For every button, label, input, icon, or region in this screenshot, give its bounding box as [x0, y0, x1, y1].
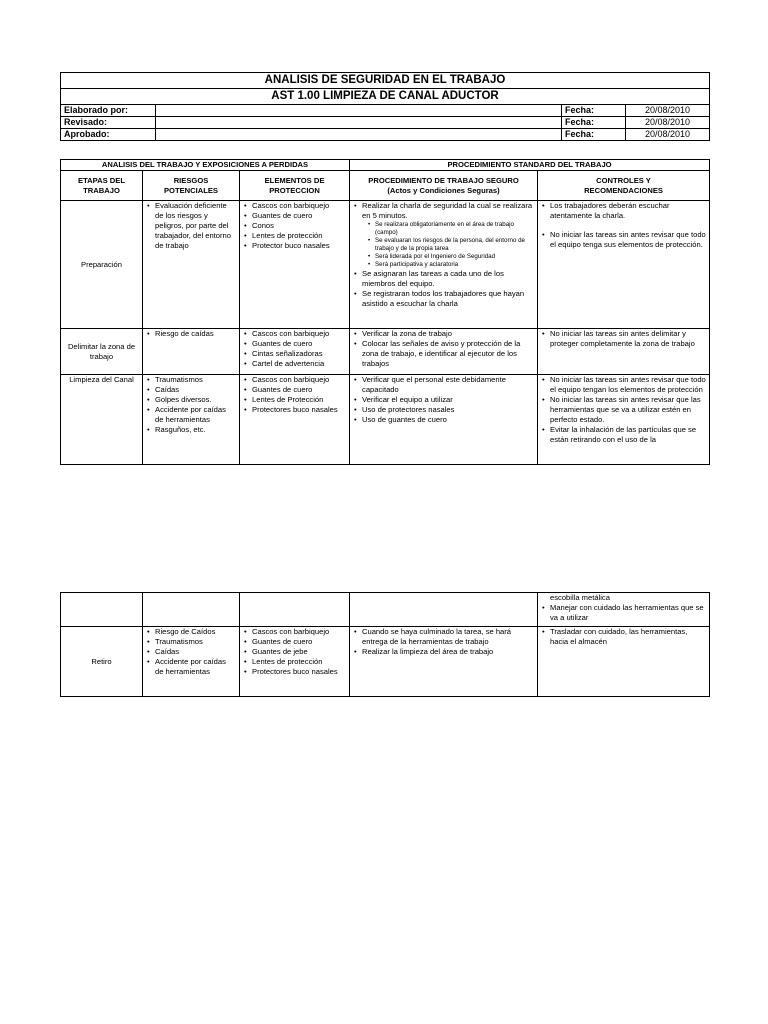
controls-cell	[538, 375, 710, 465]
risks-cell	[143, 201, 240, 329]
procedure-cell	[350, 201, 538, 329]
stage-cell: Limpieza del Canal	[61, 375, 143, 465]
list-item: • Cintas señalizadoras	[252, 349, 346, 359]
list-item: • Riesgo de caídas	[155, 329, 236, 339]
list-item: • Rasguños, etc.	[155, 425, 236, 435]
stage-cell	[61, 593, 143, 627]
stage-cell: Preparación	[61, 201, 143, 329]
list-item: • Cascos con barbiquejo	[252, 627, 346, 637]
table-row	[61, 329, 710, 375]
list-item: • Evaluación deficiente de los riesgos y peligros, por parte del trabajador, del entorno de trabajo	[155, 201, 236, 251]
list-item: • Lentes de protección	[252, 231, 346, 241]
list-item: • Uso de protectores nasales	[362, 405, 534, 415]
column-header-riesgos: RIESGOS POTENCIALES	[143, 171, 240, 201]
revisado-field	[156, 117, 562, 129]
table-row	[61, 375, 710, 465]
sub-list-item: • Será participativa y aclaratoria	[375, 261, 534, 269]
date-value: 20/08/2010	[626, 105, 710, 117]
document-title: ANALISIS DE SEGURIDAD EN EL TRABAJO	[61, 73, 710, 89]
list-item: • Los trabajadores deberán escuchar atentamente la charla.	[550, 201, 706, 221]
list-item: • Realizar la limpieza del área de trabajo	[362, 647, 534, 657]
list-item: • Manejar con cuidado las herramientas que se va a utilizar	[550, 603, 706, 623]
list-item: • Cascos con barbiquejo	[252, 329, 346, 339]
list-item: • Accidente por caídas de herramientas	[155, 657, 236, 677]
list-item: • Golpes diversos.	[155, 395, 236, 405]
column-header-etapas: ETAPAS DEL TRABAJO	[61, 171, 143, 201]
date-label: Fecha:	[562, 117, 626, 129]
sub-list-item: • Se evaluaran los riesgos de la persona, del entorno de trabajo y de la propia tarea	[375, 237, 534, 253]
list-item: • Colocar las señales de aviso y protección de la zona de trabajo, e identificar al ejecutor de los trabajos	[362, 339, 534, 369]
list-item: • Trasladar con cuidado, las herramientas, hacia el almacén	[550, 627, 706, 647]
list-item: • Traumatismos	[155, 637, 236, 647]
list-item: • No iniciar las tareas sin antes revisar que todo el equipo tengan los elementos de protección	[550, 375, 706, 395]
protection-cell	[240, 375, 350, 465]
field-label: Aprobado:	[61, 129, 156, 141]
date-value: 20/08/2010	[626, 117, 710, 129]
stage-cell: Delimitar la zona de trabajo	[61, 329, 143, 375]
list-item: • Guantes de cuero	[252, 211, 346, 221]
list-item: • Lentes de Protección	[252, 395, 346, 405]
procedure-cell	[350, 329, 538, 375]
controls-cell	[538, 627, 710, 697]
list-item: • Verificar la zona de trabajo	[362, 329, 534, 339]
list-item: • Realizar la charla de seguridad la cual se realizara en 5 minutos.	[362, 201, 534, 221]
continued-text: escobilla metálica	[550, 593, 610, 602]
revisado-row	[61, 117, 710, 129]
controls-cell	[538, 329, 710, 375]
table-row	[61, 593, 710, 627]
risks-cell	[143, 627, 240, 697]
protection-cell	[240, 329, 350, 375]
procedure-cell	[350, 375, 538, 465]
list-item: • Cuando se haya culminado la tarea, se hará entrega de la herramientas de trabajo	[362, 627, 534, 647]
list-item: • Guantes de cuero	[252, 385, 346, 395]
table-row	[61, 627, 710, 697]
list-item: • No iniciar las tareas sin antes delimitar y proteger completamente la zona de trabajo	[550, 329, 706, 349]
sub-list-item: • Será liderada por el Ingeniero de Seguridad	[375, 253, 534, 261]
list-item: • Se asignaran las tareas a cada uno de los miembros del equipo.	[362, 269, 534, 289]
list-item: • Verificar el equipo a utilizar	[362, 395, 534, 405]
group-header-analysis: ANALISIS DEL TRABAJO Y EXPOSICIONES A PERDIDAS	[61, 160, 350, 171]
date-label: Fecha:	[562, 129, 626, 141]
procedure-cell	[350, 593, 538, 627]
date-value: 20/08/2010	[626, 129, 710, 141]
list-item: • Guantes de cuero	[252, 339, 346, 349]
date-label: Fecha:	[562, 105, 626, 117]
list-item: • Cartel de advertencia	[252, 359, 346, 369]
procedure-cell	[350, 627, 538, 697]
list-item: • Protectores buco nasales	[252, 405, 346, 415]
stage-cell: Retiro	[61, 627, 143, 697]
analysis-table	[60, 159, 710, 465]
column-header-controles: CONTROLES Y RECOMENDACIONES	[538, 171, 710, 201]
column-header-procedimiento: PROCEDIMIENTO DE TRABAJO SEGURO (Actos y Condiciones Seguras)	[350, 171, 538, 201]
list-item: • Accidente por caídas de herramientas	[155, 405, 236, 425]
sub-list-item: • Se realizara obligatoriamente en el área de trabajo (campo)	[375, 221, 534, 237]
list-item: • Caídas	[155, 385, 236, 395]
table-row	[61, 201, 710, 329]
list-item: • Guantes de jebe	[252, 647, 346, 657]
field-label: Elaborado por:	[61, 105, 156, 117]
list-item: • Conos	[252, 221, 346, 231]
list-item: • Protector buco nasales	[252, 241, 346, 251]
group-header-procedure: PROCEDIMIENTO STANDARD DEL TRABAJO	[350, 160, 710, 171]
list-item: • Lentes de protección	[252, 657, 346, 667]
column-header-elementos: ELEMENTOS DE PROTECCION	[240, 171, 350, 201]
protection-cell	[240, 627, 350, 697]
list-item: • No iniciar las tareas sin antes revisar que todo el equipo tenga sus elementos de protección.	[550, 230, 706, 250]
protection-cell	[240, 201, 350, 329]
list-item: • Caídas	[155, 647, 236, 657]
list-item: • Uso de guantes de cuero	[362, 415, 534, 425]
risks-cell	[143, 375, 240, 465]
risks-cell	[143, 593, 240, 627]
elaborado-row	[61, 105, 710, 117]
elaborado-field	[156, 105, 562, 117]
aprobado-row	[61, 129, 710, 141]
list-item: • Traumatismos	[155, 375, 236, 385]
list-item: • Se registraran todos los trabajadores que hayan asistido a escuchar la charla	[362, 289, 534, 309]
analysis-table-continued	[60, 592, 710, 697]
risks-cell	[143, 329, 240, 375]
field-label: Revisado:	[61, 117, 156, 129]
list-item: • Verificar que el personal este debidamente capacitado	[362, 375, 534, 395]
protection-cell	[240, 593, 350, 627]
header-table	[60, 72, 710, 141]
list-item: • Cascos con barbiquejo	[252, 375, 346, 385]
controls-cell	[538, 201, 710, 329]
list-item: • Cascos con barbiquejo	[252, 201, 346, 211]
list-item: • Guantes de cuero	[252, 637, 346, 647]
list-item: • Protectores buco nasales	[252, 667, 346, 677]
list-item: • Riesgo de Caídos	[155, 627, 236, 637]
document-subtitle: AST 1.00 LIMPIEZA DE CANAL ADUCTOR	[61, 89, 710, 105]
aprobado-field	[156, 129, 562, 141]
controls-cell	[538, 593, 710, 627]
list-item: • Evitar la inhalación de las partículas que se están retirando con el uso de la	[550, 425, 706, 445]
list-item: • No iniciar las tareas sin antes revisar que las herramientas que se va a utilizar estén en perfecto estado.	[550, 395, 706, 425]
